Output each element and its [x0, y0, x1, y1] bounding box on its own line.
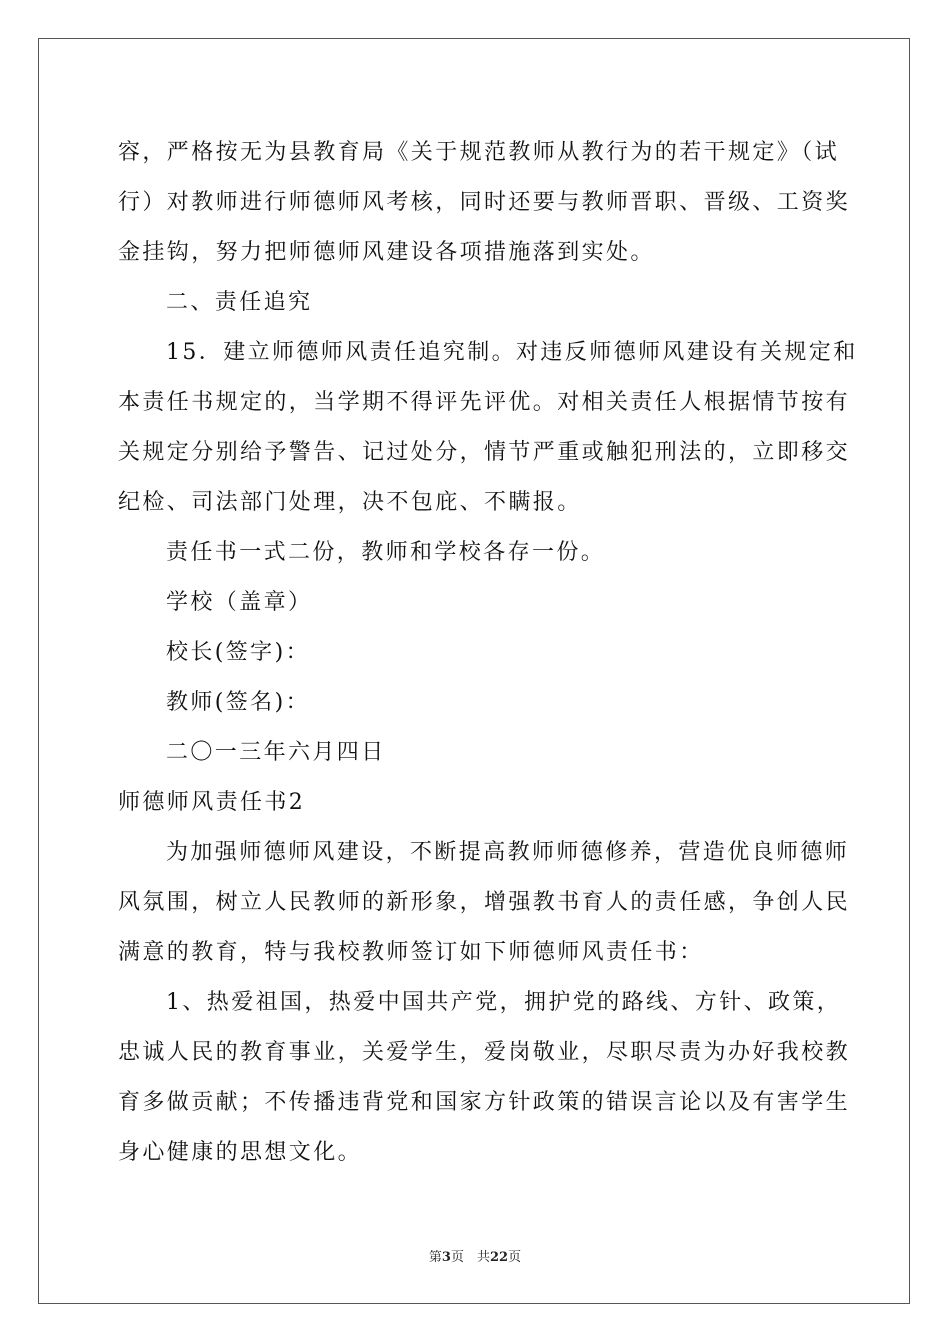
paragraph-line: 行）对教师进行师德师风考核，同时还要与教师晋职、晋级、工资奖: [118, 190, 851, 215]
paragraph-line: 1、热爱祖国，热爱中国共产党，拥护党的路线、方针、政策，: [166, 990, 842, 1015]
footer-prefix: 第: [428, 1250, 442, 1265]
principal-signature-line: 校长(签字)：: [166, 640, 310, 665]
footer-mid: 页 共: [450, 1250, 490, 1265]
paragraph-line: 满意的教育，特与我校教师签订如下师德师风责任书：: [118, 940, 704, 965]
current-page-number: 3: [441, 1250, 451, 1265]
paragraph-line: 15．建立师德师风责任追究制。对违反师德师风建设有关规定和: [166, 340, 858, 365]
paragraph-line: 关规定分别给予警告、记过处分，情节严重或触犯刑法的，立即移交: [118, 440, 851, 465]
document-body: [118, 128, 858, 1178]
section-heading: 二、责任追究: [166, 290, 313, 315]
paragraph-line: 风氛围，树立人民教师的新形象，增强教书育人的责任感，争创人民: [118, 890, 851, 915]
paragraph-line: 忠诚人民的教育事业，关爱学生，爱岗敬业，尽职尽责为办好我校教: [118, 1040, 851, 1065]
paragraph-line: 容，严格按无为县教育局《关于规范教师从教行为的若干规定》（试: [118, 140, 840, 165]
paragraph-line: 金挂钩，努力把师德师风建设各项措施落到实处。: [118, 240, 655, 265]
date-line: 二〇一三年六月四日: [166, 740, 386, 765]
document-title: 师德师风责任书2: [118, 790, 306, 815]
paragraph-line: 身心健康的思想文化。: [118, 1140, 363, 1165]
page-footer: [0, 1246, 950, 1265]
paragraph-line: 责任书一式二份，教师和学校各存一份。: [166, 540, 606, 565]
total-page-count: 22: [489, 1250, 509, 1265]
teacher-signature-line: 教师(签名)：: [166, 690, 310, 715]
school-seal-line: 学校（盖章）: [166, 590, 313, 615]
paragraph-line: 为加强师德师风建设，不断提高教师师德修养，营造优良师德师: [166, 840, 850, 865]
footer-suffix: 页: [508, 1250, 522, 1265]
paragraph-line: 纪检、司法部门处理，决不包庇、不瞒报。: [118, 490, 582, 515]
paragraph-line: 育多做贡献；不传播违背党和国家方针政策的错误言论以及有害学生: [118, 1090, 851, 1115]
paragraph-line: 本责任书规定的，当学期不得评先评优。对相关责任人根据情节按有: [118, 390, 851, 415]
